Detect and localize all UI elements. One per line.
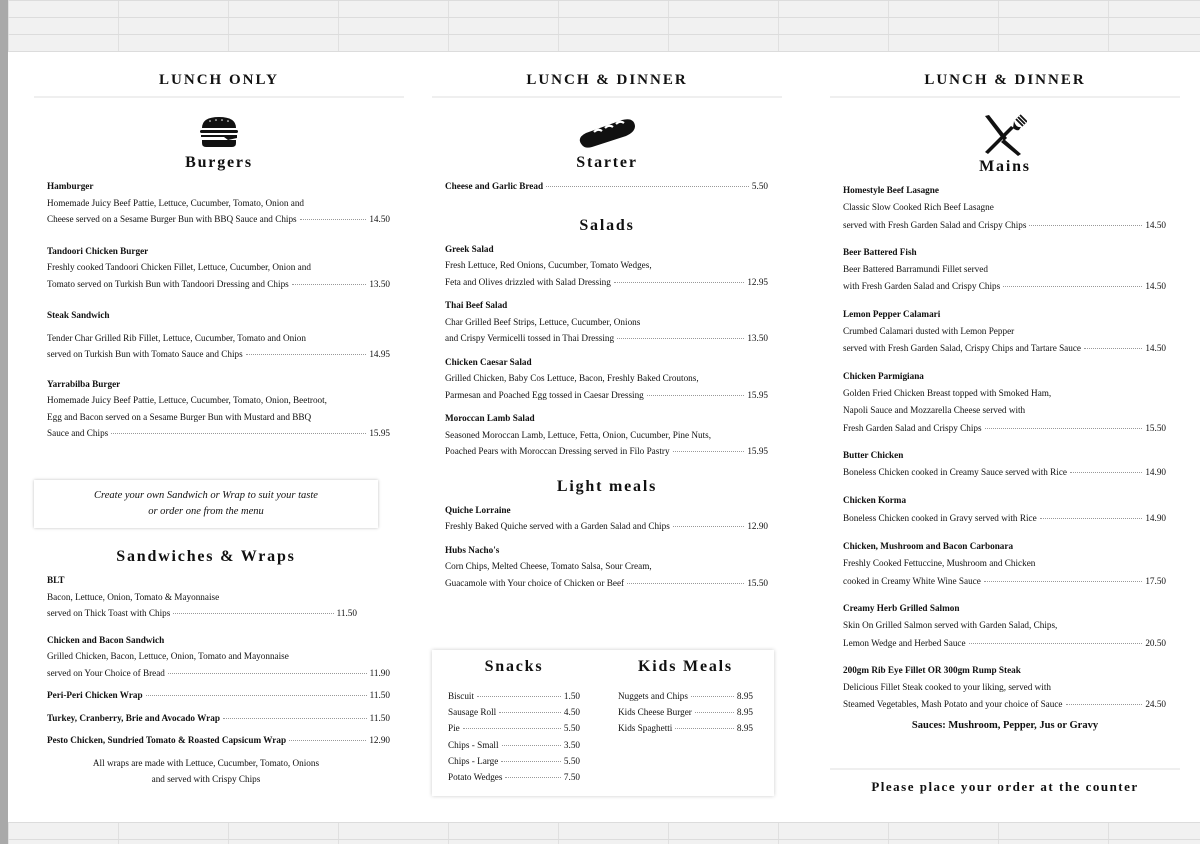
item-price: 15.95 xyxy=(369,428,390,438)
item-desc: Poached Pears with Moroccan Dressing served in Filo Pastry xyxy=(445,446,670,456)
item-name: Creamy Herb Grilled Salmon xyxy=(843,602,960,613)
item-name: Chicken Parmigiana xyxy=(843,370,924,381)
custom-sandwich-note xyxy=(34,480,378,528)
item-price: 14.50 xyxy=(1145,343,1166,354)
leader-dots xyxy=(695,712,734,713)
item-desc: Feta and Olives drizzled with Salad Dressing xyxy=(445,276,611,287)
note-line: or order one from the menu xyxy=(148,506,264,517)
snacks-kids-box xyxy=(432,650,774,796)
snack-item xyxy=(448,737,580,753)
item-price: 13.50 xyxy=(747,333,768,343)
snack-item xyxy=(448,688,580,704)
kids-item xyxy=(618,720,753,736)
item-desc: Napoli Sauce and Mozzarella Cheese served with xyxy=(843,405,1026,416)
wraps-footnote xyxy=(34,755,378,787)
leader-dots xyxy=(1003,286,1142,287)
item-name: Tandoori Chicken Burger xyxy=(47,245,149,256)
item-desc: and Crispy Vermicelli tossed in Thai Dressing xyxy=(445,333,615,343)
item-name: Beer Battered Fish xyxy=(843,246,917,257)
leader-dots xyxy=(501,761,561,762)
snack-item xyxy=(448,753,580,769)
item-desc: Guacamole with Your choice of Chicken or Beef xyxy=(445,577,625,588)
section-title-burgers: Burgers xyxy=(185,154,253,171)
leader-dots xyxy=(289,740,366,741)
menu-item-pesto-chicken-wrap xyxy=(47,732,390,749)
item-price: 15.95 xyxy=(747,389,768,400)
leader-dots xyxy=(675,728,734,729)
item-price: 8.95 xyxy=(736,723,753,734)
item-price: 20.50 xyxy=(1145,637,1166,648)
item-price: 5.50 xyxy=(751,181,768,191)
brick-wall-top xyxy=(8,0,1200,52)
item-price: 11.90 xyxy=(369,667,390,678)
item-desc: served on Your Choice of Bread xyxy=(47,667,165,678)
item-price: 14.90 xyxy=(1145,512,1166,523)
footnote-line: and served with Crispy Chips xyxy=(151,773,261,784)
item-name: Chips - Large xyxy=(448,755,499,766)
footnote-line: All wraps are made with Lettuce, Cucumber, Tomato, Onions xyxy=(92,757,320,768)
item-name: Homestyle Beef Lasagne xyxy=(843,185,939,195)
leader-dots xyxy=(463,728,561,729)
section-title-sandwiches: Sandwiches & Wraps xyxy=(116,548,296,565)
leader-dots xyxy=(111,433,366,434)
item-desc: Cheese served on a Sesame Burger Bun with BBQ Sauce and Chips xyxy=(47,214,297,224)
snacks-section xyxy=(448,658,580,785)
item-name: Chicken and Bacon Sandwich xyxy=(47,634,165,645)
item-desc: served with Fresh Garden Salad, Crispy Chips and Tartare Sauce xyxy=(843,343,1082,354)
item-price: 5.50 xyxy=(563,755,580,766)
menu-item-hubs-nachos xyxy=(445,542,768,592)
menu-item-moroccan-lamb-salad xyxy=(445,410,768,460)
salads-list xyxy=(432,241,782,460)
item-name: Peri-Peri Chicken Wrap xyxy=(47,690,143,700)
item-desc: Sauce and Chips xyxy=(47,428,109,438)
menu-item-quiche-lorraine xyxy=(445,502,768,535)
column-lunch-only xyxy=(34,52,404,784)
item-desc: Corn Chips, Melted Cheese, Tomato Salsa, Sour Cream, xyxy=(445,561,652,571)
item-name: Steak Sandwich xyxy=(47,310,110,320)
leader-dots xyxy=(1029,225,1142,226)
item-name: Potato Wedges xyxy=(448,772,503,783)
section-title-mains: Mains xyxy=(979,158,1031,175)
item-desc: Seasoned Moroccan Lamb, Lettuce, Fetta, Onion, Cucumber, Pine Nuts, xyxy=(445,429,712,440)
item-price: 14.50 xyxy=(369,214,390,224)
item-name: Chicken, Mushroom and Bacon Carbonara xyxy=(843,541,1014,552)
menu-page xyxy=(8,52,1200,822)
item-desc: Skin On Grilled Salmon served with Garden Salad, Chips, xyxy=(843,620,1058,631)
leader-dots xyxy=(1084,348,1142,349)
menu-item-chicken-parmigiana xyxy=(843,368,1166,437)
sandwiches-section xyxy=(34,548,404,787)
leader-dots xyxy=(168,673,367,674)
section-title-kids-meals: Kids Meals xyxy=(638,658,733,675)
item-name: Cheese and Garlic Bread xyxy=(445,181,544,191)
item-desc: Delicious Fillet Steak cooked to your liking, served with xyxy=(843,682,1051,693)
item-price: 14.95 xyxy=(369,349,390,359)
item-desc: with Fresh Garden Salad and Crispy Chips xyxy=(843,281,1001,292)
kids-meals-section xyxy=(618,658,753,737)
menu-item-steak-sandwich xyxy=(47,307,390,363)
leader-dots xyxy=(146,695,367,696)
leader-dots xyxy=(614,282,744,283)
menu-item-garlic-bread xyxy=(445,178,768,195)
note-line: Create your own Sandwich or Wrap to suit your taste xyxy=(94,490,318,501)
item-desc: Tender Char Grilled Rib Fillet, Lettuce, Cucumber, Tomato and Onion xyxy=(47,332,306,343)
column-lunch-dinner-2 xyxy=(830,52,1180,794)
menu-item-chicken-caesar-salad xyxy=(445,354,768,404)
item-desc: Grilled Chicken, Baby Cos Lettuce, Bacon, Freshly Baked Croutons, xyxy=(445,373,699,383)
item-name: 200gm Rib Eye Fillet OR 300gm Rump Steak xyxy=(843,664,1021,675)
item-desc: Homemade Juicy Beef Pattie, Lettuce, Cucumber, Tomato, Onion, Beetroot, xyxy=(47,395,327,405)
item-desc: cooked in Creamy White Wine Sauce xyxy=(843,575,981,586)
section-title-salads: Salads xyxy=(579,216,635,234)
leader-dots xyxy=(246,354,367,355)
item-name: Pesto Chicken, Sundried Tomato & Roasted Capsicum Wrap xyxy=(47,735,287,745)
kids-item xyxy=(618,704,753,720)
item-price: 3.50 xyxy=(563,739,580,750)
column-heading: LUNCH & DINNER xyxy=(432,52,782,98)
leader-dots xyxy=(627,583,744,584)
item-price: 12.90 xyxy=(369,735,390,745)
item-desc: Bacon, Lettuce, Onion, Tomato & Mayonnaise xyxy=(47,591,220,602)
menu-item-greek-salad xyxy=(445,241,768,291)
menu-item-carbonara xyxy=(843,538,1166,590)
leader-dots xyxy=(647,395,745,396)
item-name: BLT xyxy=(47,575,65,585)
item-price: 14.90 xyxy=(1145,467,1166,478)
item-desc: Parmesan and Poached Egg tossed in Caesar Dressing xyxy=(445,389,644,400)
menu-item-tandoori-chicken-burger xyxy=(47,243,390,293)
item-price: 8.95 xyxy=(736,707,753,718)
menu-item-steak xyxy=(843,662,1166,714)
menu-item-chicken-bacon-sandwich xyxy=(47,632,390,682)
menu-item-lemon-pepper-calamari xyxy=(843,306,1166,358)
item-price: 17.50 xyxy=(1145,575,1166,586)
sauces-note: Sauces: Mushroom, Pepper, Jus or Gravy xyxy=(911,719,1099,731)
kids-item xyxy=(618,688,753,704)
item-name: Sausage Roll xyxy=(448,707,497,718)
item-desc: Boneless Chicken cooked in Creamy Sauce served with Rice xyxy=(843,467,1068,478)
leader-dots xyxy=(1040,518,1143,519)
item-name: Chicken Caesar Salad xyxy=(445,356,532,367)
menu-item-yarrabilba-burger xyxy=(47,376,390,442)
menu-item-chicken-korma xyxy=(843,492,1166,527)
bread-icon xyxy=(578,118,636,148)
item-price: 24.50 xyxy=(1145,699,1166,710)
menu-item-beef-lasagne xyxy=(843,182,1166,234)
item-name: Hubs Nacho's xyxy=(445,544,500,555)
item-desc: Freshly Baked Quiche served with a Garden Salad and Chips xyxy=(445,521,670,531)
menu-item-hamburger xyxy=(47,178,390,228)
leader-dots xyxy=(1070,472,1142,473)
menu-item-blt xyxy=(47,572,390,622)
leader-dots xyxy=(223,718,367,719)
item-name: Butter Chicken xyxy=(843,449,904,460)
leader-dots xyxy=(546,186,749,187)
leader-dots xyxy=(617,338,744,339)
item-price: 1.50 xyxy=(563,691,580,701)
leader-dots xyxy=(505,777,560,778)
section-title-snacks: Snacks xyxy=(484,658,544,675)
item-desc: Grilled Chicken, Bacon, Lettuce, Onion, Tomato and Mayonnaise xyxy=(47,651,289,661)
item-price: 7.50 xyxy=(563,772,580,783)
snack-item xyxy=(448,720,580,736)
item-name: Nuggets and Chips xyxy=(618,691,688,701)
item-name: Kids Spaghetti xyxy=(618,723,673,734)
leader-dots xyxy=(477,696,561,697)
section-title-light-meals: Light meals xyxy=(556,477,658,495)
item-name: Hamburger xyxy=(47,181,94,191)
leader-dots xyxy=(173,613,333,614)
item-desc: Golden Fried Chicken Breast topped with Smoked Ham, xyxy=(843,387,1052,398)
item-desc: Boneless Chicken cooked in Gravy served with Rice xyxy=(843,512,1037,523)
section-title-starter: Starter xyxy=(576,154,638,171)
item-desc: Crumbed Calamari dusted with Lemon Pepper xyxy=(843,326,1015,337)
item-desc: Freshly cooked Tandoori Chicken Fillet, Lettuce, Cucumber, Onion and xyxy=(47,262,311,272)
burgers-list xyxy=(34,178,404,442)
item-desc: served with Fresh Garden Salad and Crispy Chips xyxy=(843,219,1027,230)
item-desc: Homemade Juicy Beef Pattie, Lettuce, Cucumber, Tomato, Onion and xyxy=(47,197,305,208)
order-at-counter-note: Please place your order at the counter xyxy=(830,768,1180,795)
menu-item-peri-peri-wrap xyxy=(47,687,390,704)
leader-dots xyxy=(969,643,1143,644)
leader-dots xyxy=(691,696,734,697)
leader-dots xyxy=(673,451,745,452)
mains-list xyxy=(830,182,1180,731)
column-heading: LUNCH ONLY xyxy=(34,52,404,98)
item-desc: Egg and Bacon served on a Sesame Burger Bun with Mustard and BBQ xyxy=(47,411,312,422)
item-price: 11.50 xyxy=(369,712,390,723)
light-meals-list xyxy=(432,502,782,592)
item-desc: Freshly Cooked Fettuccine, Mushroom and Chicken xyxy=(843,558,1036,569)
snack-item xyxy=(448,769,580,785)
item-name: Chicken Korma xyxy=(843,495,907,506)
item-name: Pie xyxy=(448,723,460,734)
item-name: Kids Cheese Burger xyxy=(618,707,692,718)
item-name: Turkey, Cranberry, Brie and Avocado Wrap xyxy=(47,712,220,723)
item-price: 15.50 xyxy=(1145,422,1166,433)
item-desc: Fresh Garden Salad and Crispy Chips xyxy=(843,422,982,433)
snack-item xyxy=(448,704,580,720)
item-desc: served on Thick Toast with Chips xyxy=(47,608,171,618)
item-price: 13.50 xyxy=(369,278,390,289)
item-price: 14.50 xyxy=(1145,219,1166,230)
brick-wall-bottom xyxy=(8,822,1200,844)
leader-dots xyxy=(673,526,745,527)
item-name: Thai Beef Salad xyxy=(445,300,508,310)
item-name: Quiche Lorraine xyxy=(445,504,511,515)
leader-dots xyxy=(985,428,1143,429)
column-heading: LUNCH & DINNER xyxy=(830,52,1180,98)
item-desc: Tomato served on Turkish Bun with Tandoori Dressing and Chips xyxy=(47,278,289,289)
leader-dots xyxy=(300,219,367,220)
item-price: 11.50 xyxy=(369,690,390,700)
item-desc: Steamed Vegetables, Mash Potato and your choice of Sauce xyxy=(843,699,1063,710)
item-desc: Beer Battered Barramundi Fillet served xyxy=(843,264,988,275)
burger-icon xyxy=(198,116,240,148)
item-desc: served on Turkish Bun with Tomato Sauce and Chips xyxy=(47,349,243,359)
menu-item-turkey-wrap xyxy=(47,710,390,727)
item-price: 4.50 xyxy=(563,707,580,718)
item-desc: Fresh Lettuce, Red Onions, Cucumber, Tomato Wedges, xyxy=(445,260,652,270)
item-name: Moroccan Lamb Salad xyxy=(445,413,535,423)
item-desc: Lemon Wedge and Herbed Sauce xyxy=(843,637,966,648)
leader-dots xyxy=(984,581,1143,582)
item-price: 11.50 xyxy=(336,608,357,618)
item-name: Lemon Pepper Calamari xyxy=(843,308,941,319)
item-desc: Char Grilled Beef Strips, Lettuce, Cucumber, Onions xyxy=(445,316,641,327)
left-edge-strip xyxy=(0,0,8,844)
menu-item-butter-chicken xyxy=(843,447,1166,482)
item-desc: Classic Slow Cooked Rich Beef Lasagne xyxy=(843,202,994,213)
item-name: Yarrabilba Burger xyxy=(47,378,121,389)
knife-fork-icon xyxy=(983,114,1027,156)
menu-item-beer-battered-fish xyxy=(843,244,1166,296)
menu-item-thai-beef-salad xyxy=(445,297,768,347)
item-name: Chips - Small xyxy=(448,739,499,750)
leader-dots xyxy=(1066,704,1143,705)
item-price: 15.95 xyxy=(747,446,768,456)
item-price: 15.50 xyxy=(747,577,768,588)
menu-item-grilled-salmon xyxy=(843,600,1166,652)
leader-dots xyxy=(292,284,367,285)
item-price: 12.95 xyxy=(747,276,768,287)
item-price: 14.50 xyxy=(1145,281,1166,292)
item-price: 12.90 xyxy=(747,521,768,531)
column-lunch-dinner-1 xyxy=(432,52,782,783)
leader-dots xyxy=(499,712,561,713)
item-name: Biscuit xyxy=(448,691,475,701)
item-name: Greek Salad xyxy=(445,243,494,254)
item-price: 8.95 xyxy=(736,691,753,701)
leader-dots xyxy=(502,745,561,746)
item-price: 5.50 xyxy=(563,723,580,734)
